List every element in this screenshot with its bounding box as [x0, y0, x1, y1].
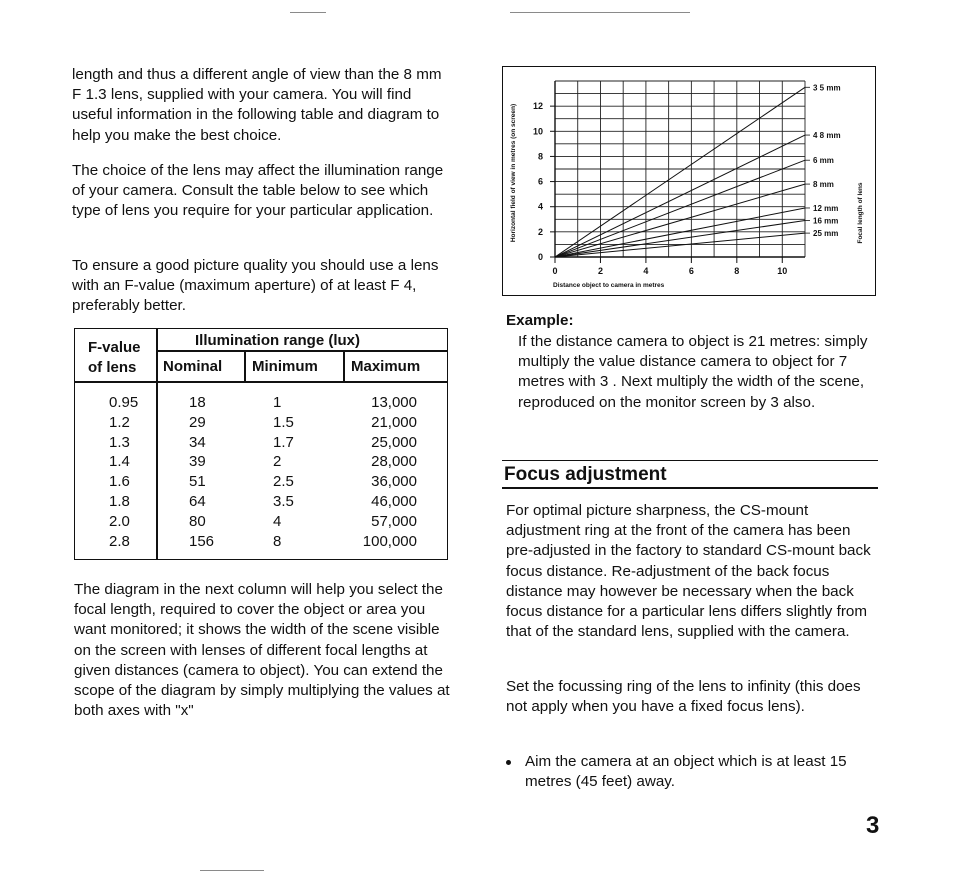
table-divider: [156, 350, 448, 352]
y-tick-label: 12: [532, 101, 543, 112]
x-tick-label: 8: [734, 266, 740, 276]
x-tick-label: 0: [552, 266, 558, 276]
table-cell: 2.0: [109, 512, 130, 530]
series-label: 3 5 mm: [813, 83, 841, 93]
table-cell: 1.2: [109, 413, 130, 431]
table-cell: 156: [189, 532, 215, 550]
quality-paragraph: To ensure a good picture quality you should use a lens with an F-value (maximum aperture) of at least F 4, preferably better.: [72, 257, 439, 315]
table-cell: 1.7: [273, 433, 294, 451]
x-tick-label: 10: [777, 266, 788, 276]
table-cell: 2.5: [273, 473, 294, 491]
table-cell: 0.95: [109, 394, 139, 411]
table-cell: 57,000: [371, 512, 417, 530]
table-cell: 1: [273, 394, 282, 411]
table-cell: 28,000: [371, 453, 417, 471]
table-cell: 100,000: [362, 532, 417, 550]
y-tick-label: 8: [537, 151, 543, 162]
nominal-column: [189, 393, 214, 551]
table-divider: [343, 350, 345, 382]
focal-length-chart: [502, 66, 876, 296]
series-label: 16 mm: [813, 216, 839, 226]
table-cell: 8: [273, 532, 282, 550]
focus-infinity-paragraph: Set the focussing ring of the lens to infinity (this does not apply when you have a fixed focus lens).: [506, 678, 861, 716]
table-cell: 25,000: [371, 433, 417, 451]
table-cell: 3.5: [273, 492, 294, 510]
fvalue-header-2: of lens: [88, 359, 137, 376]
table-cell: 4: [273, 512, 282, 530]
illumination-paragraph: The choice of the lens may affect the illumination range of your camera. Consult the table below to see which type of lens you require for your particular application.: [72, 162, 444, 220]
table-cell: 1.8: [109, 492, 130, 510]
minimum-column: [273, 393, 294, 551]
table-cell: 21,000: [371, 413, 417, 431]
x-axis-title: Distance object to camera in metres: [553, 282, 665, 289]
diagram-paragraph: The diagram in the next column will help you select the focal length, required to cover the object or area you want monitored; it shows the width of the scene visible on the screen with lenses of different focal lengths at given distances (camera to object). You can extend the scope of the diagram by simply multiplying the values at both axes with "x": [74, 581, 450, 720]
page-number: 3: [866, 812, 880, 839]
intro-paragraph: length and thus a different angle of view than the 8 mm F 1.3 lens, supplied with your camera. You will find useful information in the following table and diagram to help you make the best choice.: [72, 66, 442, 144]
example-text: If the distance camera to object is 21 metres: simply multiply the value distance camera to object for 7 metres with 3 . Next multiply the width of the scene, reproduced on the monitor screen by 3 also.: [518, 333, 868, 411]
right-axis-title: Focal length of lens: [857, 182, 864, 244]
table-cell: 80: [189, 512, 206, 530]
y-tick-label: 6: [537, 176, 543, 187]
section-title: Focus adjustment: [504, 464, 667, 485]
table-cell: 2.8: [109, 532, 130, 550]
scan-mark: [510, 12, 690, 13]
series-label: 4 8 mm: [813, 131, 841, 141]
fvalue-column: [109, 393, 138, 551]
table-cell: 18: [189, 394, 206, 411]
focus-paragraph: For optimal picture sharpness, the CS-mount adjustment ring at the front of the camera has been pre-adjusted in the factory to standard CS-mount back focus distance. Re-adjustment of the back focus distance may however be necessary when the back focus distance for a particular lens differs slightly from that of the standard lens, supplied with the camera.: [506, 502, 871, 641]
bullet-text: Aim the camera at an object which is at least 15 metres (45 feet) away.: [525, 753, 847, 791]
table-divider: [75, 381, 447, 383]
x-tick-label: 2: [597, 266, 603, 276]
table-cell: 13,000: [371, 394, 417, 411]
y-tick-label: 10: [532, 126, 543, 137]
illumination-range-header: Illumination range (lux): [195, 332, 361, 349]
section-rule: [502, 487, 878, 489]
table-cell: 36,000: [371, 473, 417, 491]
series-label: 8 mm: [813, 180, 834, 190]
series-label: 12 mm: [813, 203, 839, 213]
table-divider: [244, 350, 246, 382]
illumination-table: [74, 328, 448, 560]
table-cell: 39: [189, 453, 206, 471]
maximum-header: Maximum: [351, 358, 421, 375]
x-tick-label: 4: [643, 266, 649, 276]
minimum-header: Minimum: [252, 358, 318, 375]
table-cell: 1.4: [109, 453, 130, 471]
table-divider: [156, 329, 158, 559]
y-tick-label: 2: [537, 226, 543, 237]
series-line: [555, 184, 805, 257]
chart-canvas: [503, 67, 875, 295]
table-cell: 1.3: [109, 433, 130, 451]
series-line: [555, 233, 805, 257]
series-label: 25 mm: [813, 229, 839, 239]
scan-mark: [200, 870, 264, 871]
series-line: [555, 160, 805, 257]
nominal-header: Nominal: [163, 358, 223, 375]
example-label: Example:: [506, 312, 574, 329]
y-tick-label: 0: [537, 252, 543, 262]
table-cell: 34: [189, 433, 206, 451]
table-cell: 64: [189, 492, 206, 510]
y-tick-label: 4: [537, 201, 543, 212]
table-cell: 1.6: [109, 473, 130, 491]
table-cell: 1.5: [273, 413, 294, 431]
maximum-column: [357, 393, 417, 551]
table-cell: 29: [189, 413, 206, 431]
table-cell: 2: [273, 453, 282, 471]
bullet-icon: [506, 760, 511, 765]
section-rule: [502, 460, 878, 461]
series-line: [555, 208, 805, 257]
x-tick-label: 6: [688, 266, 694, 276]
table-cell: 51: [189, 473, 206, 491]
table-cell: 46,000: [371, 492, 417, 510]
scan-mark: [290, 12, 326, 13]
y-axis-title: Horizontal field of view in metres (on screen): [510, 103, 517, 243]
fvalue-header: F-value: [88, 339, 141, 356]
series-label: 6 mm: [813, 156, 834, 166]
